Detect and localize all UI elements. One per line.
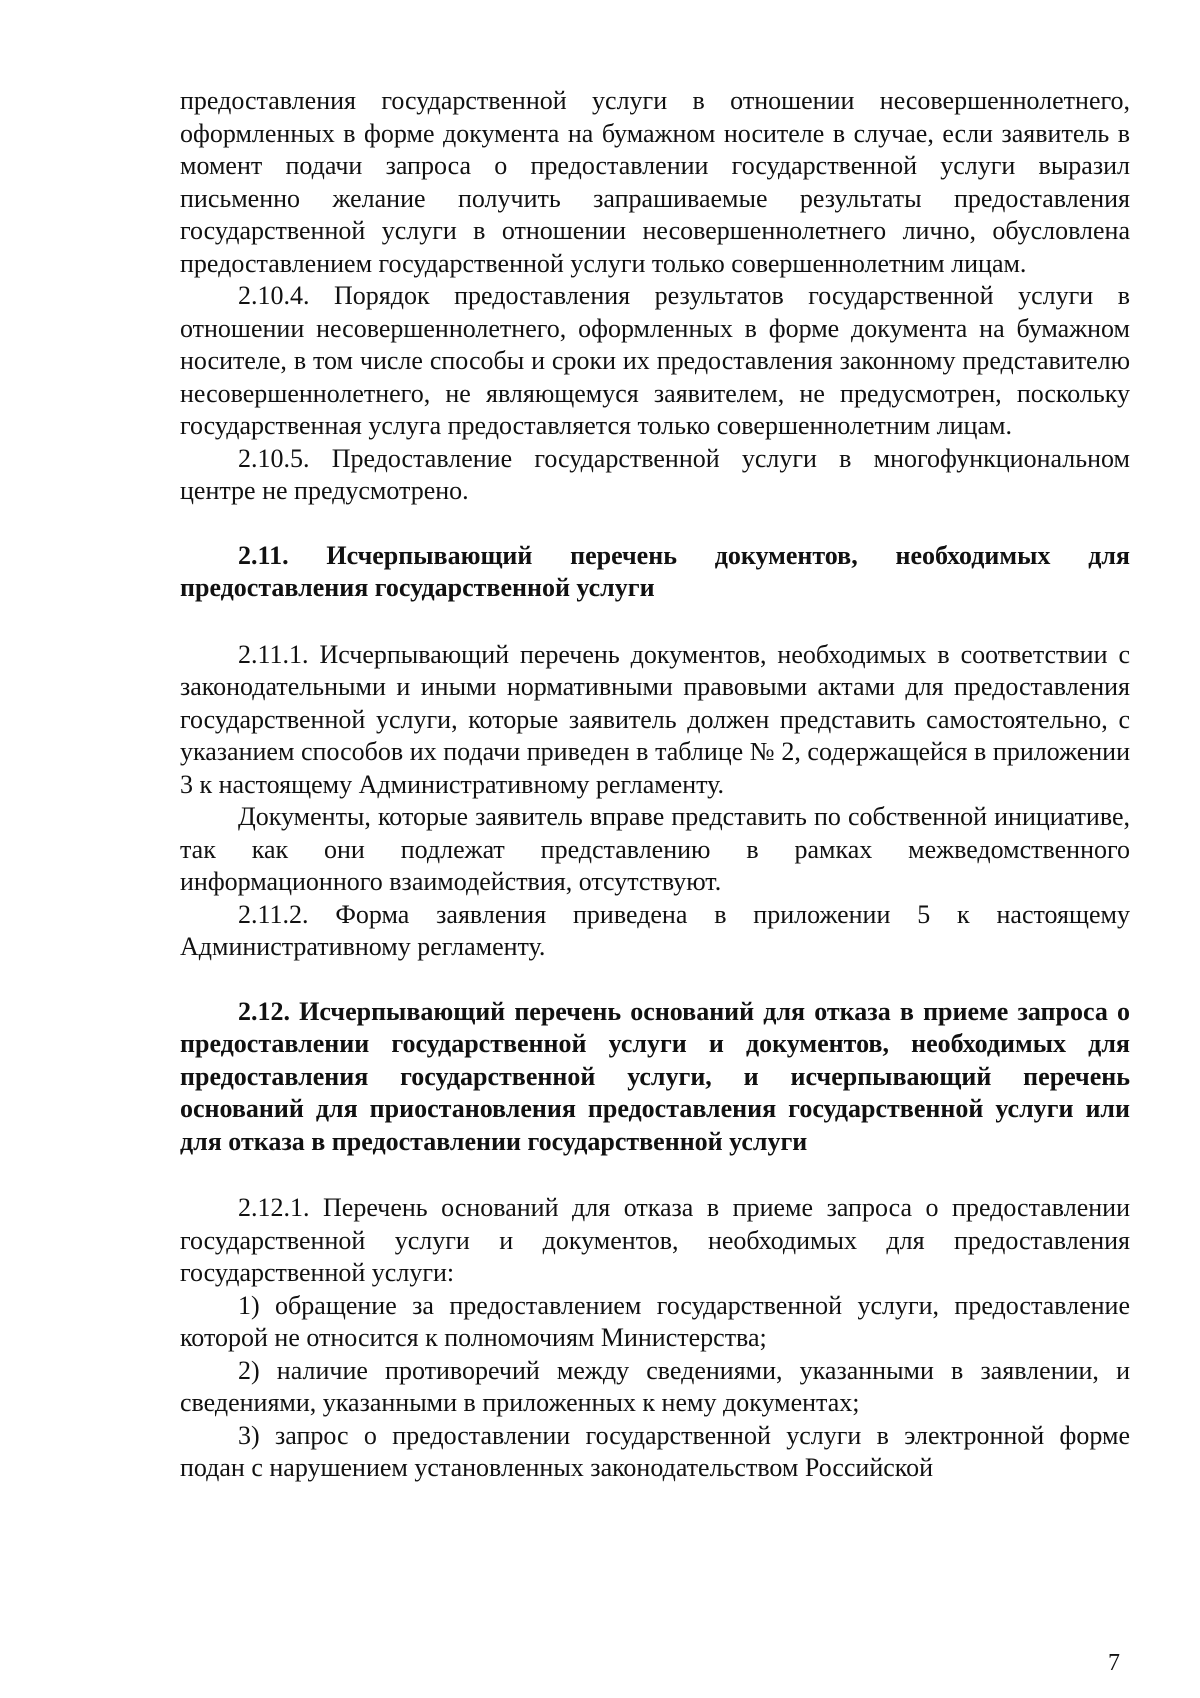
- paragraph-2-10-4: 2.10.4. Порядок предоставления результатов государственной услуги в отношении несовершеннолетнего, оформленных в форме документа на бумажном носителе, в том числе способы и сроки их предоставления законному представителю несовершеннолетнего, не являющемуся заявителем, не предусмотрен, поскольку государственная услуга предоставляется только совершеннолетним лицам.: [180, 281, 1130, 440]
- page-number: 7: [1108, 1650, 1120, 1676]
- paragraph-documents-initiative: Документы, которые заявитель вправе представить по собственной инициативе, так как они подлежат представлению в рамках межведомственного информационного взаимодействия, отсутствуют.: [180, 802, 1130, 896]
- list-item-3: 3) запрос о предоставлении государственной услуги в электронной форме подан с нарушением установленных законодательством Российской: [180, 1420, 1130, 1482]
- section-heading-2-12: 2.12. Исчерпывающий перечень оснований для отказа в приеме запроса о предоставлении государственной услуги и документов, необходимых для предоставления государственной услуги, и исчерпывающий перечень оснований для приостановления предоставления государственной услуги или для отказа в предоставлении государственной услуги: [180, 996, 1130, 1156]
- document-page: [180, 85, 1130, 1485]
- list-item-1: 1) обращение за предоставлением государственной услуги, предоставление которой не относится к полномочиям Министерства;: [180, 1290, 1130, 1352]
- paragraph-2-12-1: 2.12.1. Перечень оснований для отказа в приеме запроса о предоставлении государственной услуги и документов, необходимых для предоставления государственной услуги:: [180, 1193, 1130, 1287]
- paragraph-2-10-5: 2.10.5. Предоставление государственной услуги в многофункциональном центре не предусмотрено.: [180, 443, 1130, 505]
- paragraph-2-11-1: 2.11.1. Исчерпывающий перечень документов, необходимых в соответствии с законодательными и иными нормативными правовыми актами для предоставления государственной услуги, которые заявитель должен представить самостоятельно, с указанием способов их подачи приведен в таблице № 2, содержащейся в приложении 3 к настоящему Административному регламенту.: [180, 639, 1130, 799]
- paragraph-2-11-2: 2.11.2. Форма заявления приведена в приложении 5 к настоящему Административному регламенту.: [180, 899, 1130, 961]
- paragraph-continuation: предоставления государственной услуги в отношении несовершеннолетнего, оформленных в форме документа на бумажном носителе в случае, если заявитель в момент подачи запроса о предоставлении государственной услуги выразил письменно желание получить запрашиваемые результаты предоставления государственной услуги в отношении несовершеннолетнего лично, обусловлена предоставлением государственной услуги только совершеннолетним лицам.: [180, 86, 1130, 278]
- list-item-2: 2) наличие противоречий между сведениями, указанными в заявлении, и сведениями, указанными в приложенных к нему документах;: [180, 1355, 1130, 1417]
- section-heading-2-11: 2.11. Исчерпывающий перечень документов, необходимых для предоставления государственной услуги: [180, 540, 1130, 602]
